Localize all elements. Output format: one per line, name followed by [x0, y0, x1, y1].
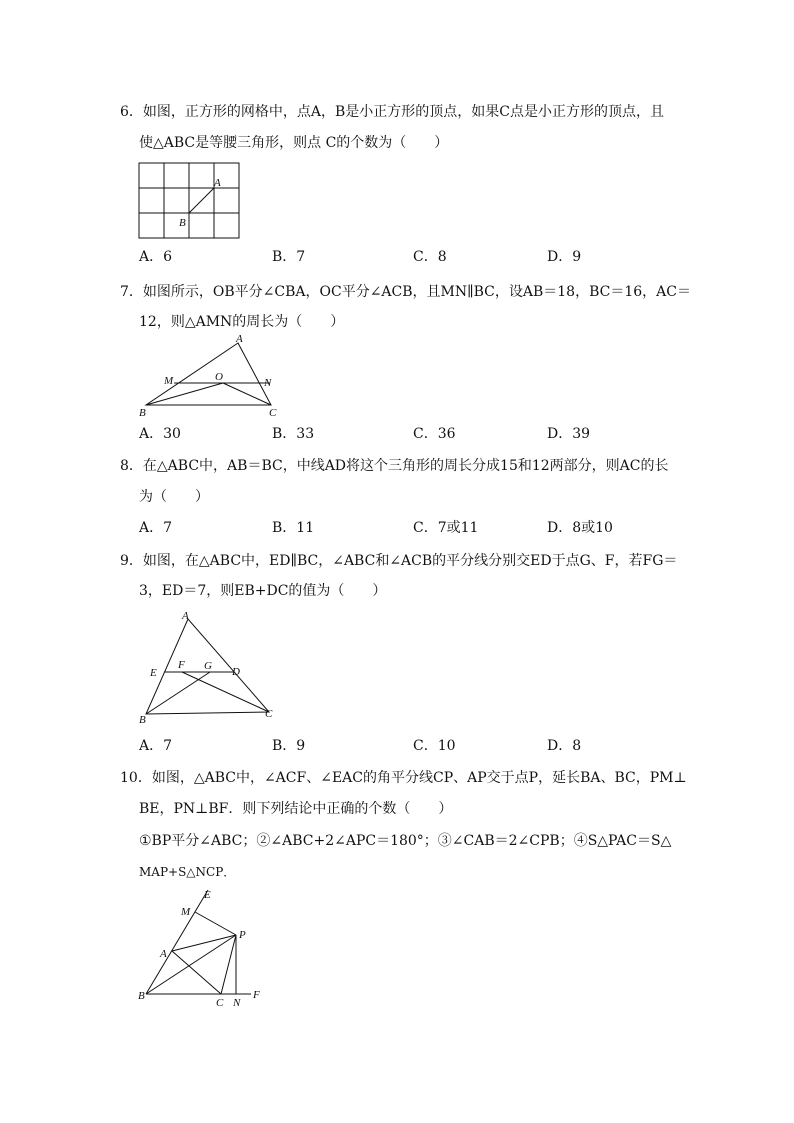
q7-label-c: C — [269, 407, 277, 419]
q9-label-c: C — [265, 708, 273, 720]
q9-option-a: A．7 — [139, 738, 173, 754]
q10-ray-be — [146, 890, 208, 994]
q9-label-b: B — [139, 714, 146, 726]
q10-segment-mp — [195, 912, 236, 935]
q9-triangle-figure — [136, 608, 286, 728]
q10-label-e: E — [204, 889, 211, 901]
q7-triangle-abc — [146, 343, 271, 405]
q7-label-n: N — [264, 377, 272, 389]
q10-label-c: C — [216, 997, 224, 1009]
q9-segment-cf — [182, 672, 269, 712]
q7-option-a: A．30 — [139, 426, 181, 442]
q8-option-a: A．7 — [139, 520, 173, 536]
q10-statements-line2: MAP+S△NCP． — [139, 865, 236, 879]
q9-stem-line1: 9．如图，在△ABC中，ED∥BC，∠ABC和∠ACB的平分线分别交ED于点G、F，若FG＝ — [120, 553, 678, 569]
q7-stem-line2: 12，则△AMN的周长为（ ） — [139, 314, 345, 330]
q9-label-a: A — [182, 610, 189, 622]
q6-stem-line2: 使△ABC是等腰三角形，则点 C的个数为（ ） — [139, 135, 449, 151]
q7-label-b: B — [139, 407, 146, 419]
q7-option-d: D．39 — [547, 426, 591, 442]
q7-triangle-figure — [138, 334, 288, 420]
q10-label-m: M — [181, 906, 191, 918]
q7-label-m: M — [164, 375, 174, 387]
q10-segment-ap — [172, 935, 236, 951]
q10-label-p: P — [239, 929, 246, 941]
q10-segment-bp — [146, 935, 236, 994]
q10-label-f: F — [253, 989, 260, 1001]
q6-grid-figure — [138, 162, 248, 242]
q10-label-n: N — [233, 997, 241, 1009]
q6-option-d: D．9 — [547, 249, 582, 265]
q7-segment-bo — [146, 383, 223, 405]
q6-label-a: A — [214, 177, 221, 189]
q7-label-o: O — [215, 371, 223, 383]
q9-option-c: C．10 — [413, 738, 456, 754]
q9-option-b: B．9 — [272, 738, 306, 754]
q9-stem-line2: 3，ED＝7，则EB+DC的值为（ ） — [139, 583, 387, 599]
q6-option-b: B．7 — [272, 249, 306, 265]
q6-option-a: A．6 — [139, 249, 173, 265]
q6-option-c: C．8 — [413, 249, 447, 265]
q10-label-a: A — [160, 948, 167, 960]
q9-option-d: D．8 — [547, 738, 582, 754]
q9-label-d: D — [232, 666, 240, 678]
q8-stem-line2: 为（ ） — [139, 489, 209, 505]
q6-segment-ab — [189, 188, 214, 213]
q9-label-f: F — [178, 659, 185, 671]
q8-stem-line1: 8．在△ABC中，AB＝BC，中线AD将这个三角形的周长分成15和12两部分，则AC的长 — [120, 458, 669, 474]
q10-stem-line1: 10．如图，△ABC中，∠ACF、∠EAC的角平分线CP、AP交于点P，延长BA、BC，PM⊥ — [120, 770, 687, 786]
q10-figure — [136, 886, 266, 1010]
q7-stem-line1: 7．如图所示，OB平分∠CBA，OC平分∠ACB，且MN∥BC，设AB＝18，BC＝16，AC＝ — [120, 284, 691, 300]
q7-option-b: B．33 — [272, 426, 315, 442]
q6-stem-line1: 6．如图，正方形的网格中，点A，B是小正方形的顶点，如果C点是小正方形的顶点，且 — [120, 104, 665, 120]
q7-option-c: C．36 — [413, 426, 456, 442]
q8-option-b: B．11 — [272, 520, 315, 536]
q9-label-g: G — [204, 660, 212, 672]
q8-option-d: D．8或10 — [547, 520, 613, 536]
q10-label-b: B — [138, 990, 145, 1002]
q6-label-b: B — [179, 217, 186, 229]
q10-statements-line1: ①BP平分∠ABC；②∠ABC+2∠APC＝180°；③∠CAB＝2∠CPB；④S△PAC＝S△ — [139, 833, 672, 849]
q7-label-a: A — [236, 334, 243, 345]
q9-label-e: E — [150, 667, 157, 679]
q10-stem-line2: BE，PN⊥BF．则下列结论中正确的个数（ ） — [139, 801, 453, 817]
q8-option-c: C．7或11 — [413, 520, 479, 536]
